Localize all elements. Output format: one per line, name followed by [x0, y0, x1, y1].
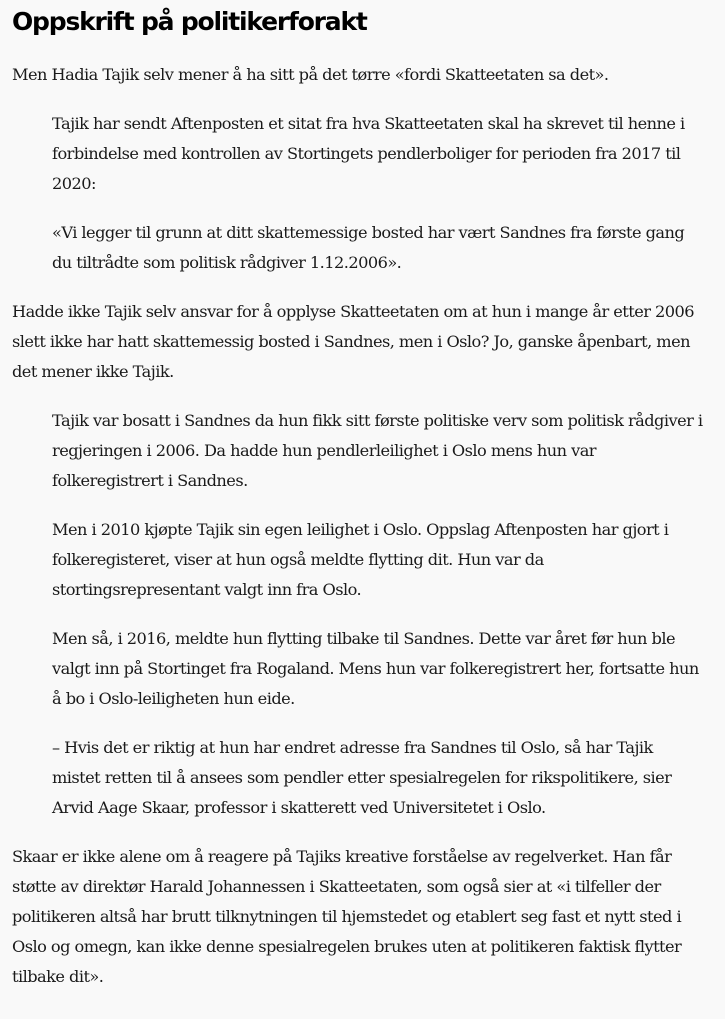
quote-paragraph: Tajik har sendt Aftenposten et sitat fra hva Skatteetaten skal ha skrevet til henne i forbindelse med kontrollen av Stortingets pendlerboliger for perioden fra 2017 til 2020: — [52, 114, 685, 193]
quote-paragraph: Men så, i 2016, meldte hun flytting tilbake til Sandnes. Dette var året før hun ble valgt inn på Stortinget fra Rogaland. Mens hun var folkeregistrert her, fortsatte hun å bo i Oslo-leiligheten hun eide. — [52, 629, 699, 708]
section-heading: Oppskrift på politikerforakt — [12, 7, 367, 36]
quote-paragraph: Men i 2010 kjøpte Tajik sin egen leilighet i Oslo. Oppslag Aftenposten har gjort i folkeregisteret, viser at hun også meldte flytting dit. Hun var da stortingsrepresentant valgt inn fra Oslo. — [52, 520, 669, 599]
paragraph: Skaar er ikke alene om å reagere på Tajiks kreative forståelse av regelverket. Han får støtte av direktør Harald Johannessen i Skatteetaten, som også sier at «i tilfeller der politikeren altså har brutt tilknytningen til hjemstedet og etablert seg fast et nytt sted i Oslo og omegn, kan ikke denne spesialregelen brukes uten at politikeren faktisk flytter tilbake dit». — [12, 847, 682, 986]
quote-paragraph: «Vi legger til grunn at ditt skattemessige bosted har vært Sandnes fra første gang du tiltrådte som politisk rådgiver 1.12.2006». — [52, 223, 685, 272]
quote-paragraph: Tajik var bosatt i Sandnes da hun fikk sitt første politiske verv som politisk rådgiver i regjeringen i 2006. Da hadde hun pendlerleilighet i Oslo mens hun var folkeregistrert i Sandnes. — [52, 411, 703, 490]
paragraph: Hadde ikke Tajik selv ansvar for å opplyse Skatteetaten om at hun i mange år etter 2006 slett ikke har hatt skattemessig bosted i Sandnes, men i Oslo? Jo, ganske åpenbart, men det mener ikke Tajik. — [12, 302, 695, 381]
quote-paragraph: – Hvis det er riktig at hun har endret adresse fra Sandnes til Oslo, så har Tajik mistet retten til å ansees som pendler etter spesialregelen for rikspolitikere, sier Arvid Aage Skaar, professor i skatterett ved Universitetet i Oslo. — [52, 738, 672, 817]
paragraph: Men Hadia Tajik selv mener å ha sitt på det tørre «fordi Skatteetaten sa det». — [12, 65, 609, 84]
